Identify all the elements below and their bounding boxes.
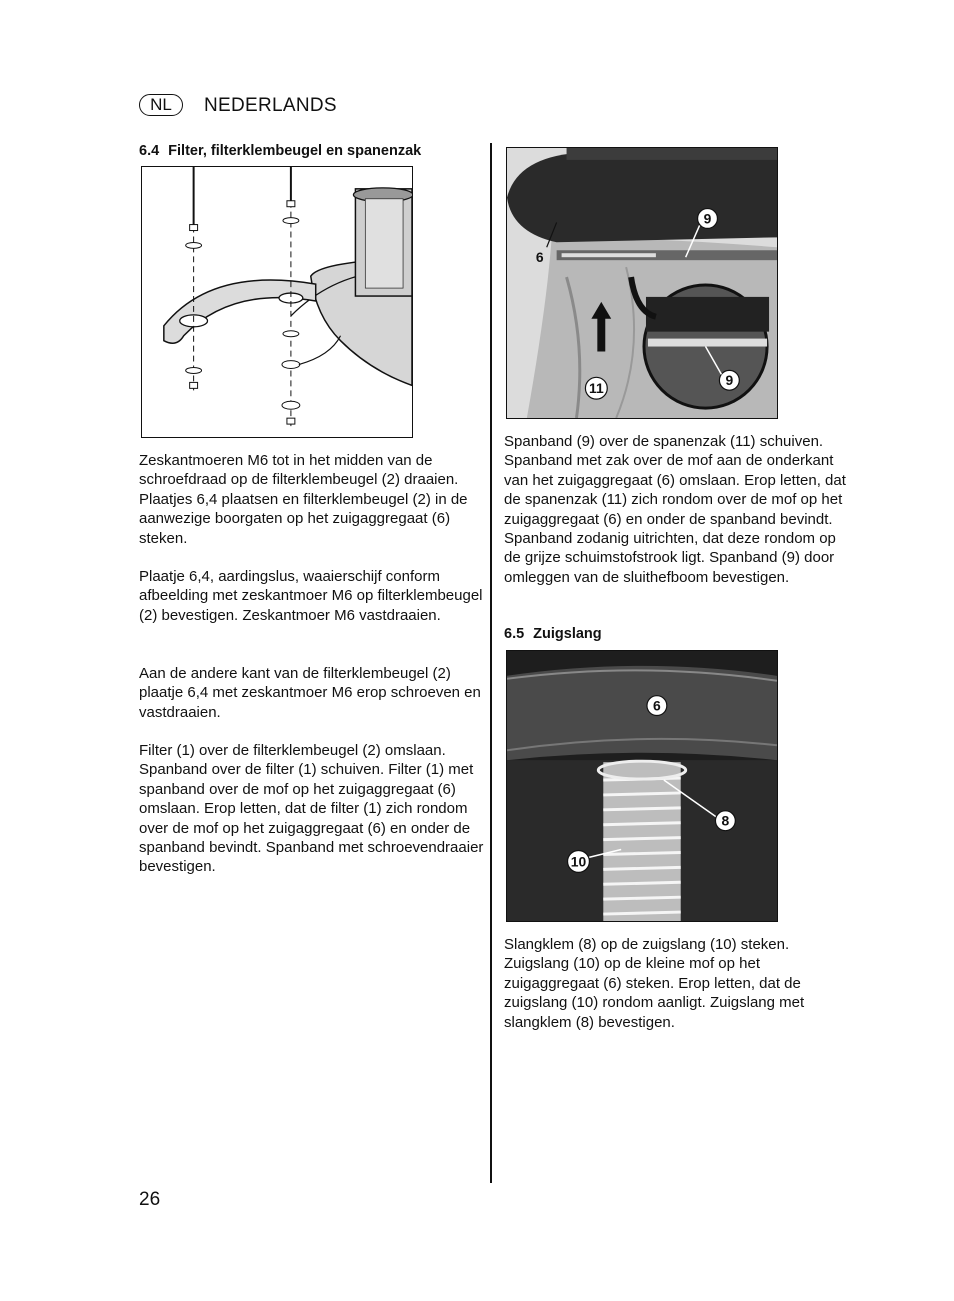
filter-bracket-drawing (141, 166, 413, 438)
section-heading-6-5 (504, 626, 602, 642)
paragraph-suction-hose: Slangklem (8) op de zuigslang (10) steken. Zuigslang (10) op de kleine mof op het zuigaggregaat (6) steken. Erop letten, dat de zuigslang (10) rondom aanligt. Zuigslang met slangklem (8) bevestigen. (504, 936, 805, 1031)
section-title: Filter, filterklembeugel en spanenzak (168, 143, 422, 159)
language-title: NEDERLANDS (204, 95, 337, 116)
suction-hose-illustration (507, 651, 777, 921)
section-number: 6.5 (504, 626, 525, 642)
paragraph-3: Aan de andere kant van de filterklembeugel (2) plaatje 6,4 met zeskantmoer M6 erop schroeven en vastdraaien. (139, 665, 481, 721)
photo-label-9-top: 9 (703, 210, 712, 227)
dust-bag-photo (506, 147, 778, 419)
dust-bag-illustration (507, 148, 777, 418)
paragraph-dust-bag: Spanband (9) over de spanenzak (11) schuiven. Spanband met zak over de mof aan de onderkant van het zuigaggregaat (6) omslaan. Erop letten, dat de spanenzak (11) zich rondom over de mof op het zuigaggregaat (6) en onder de spanband bevindt. Spanband zodanig uitrichten, dat deze rondom op de grijze schuimstofstrook ligt. Spanband (9) door omleggen van de sluithefboom bevestigen. (504, 433, 846, 586)
section-number: 6.4 (139, 143, 160, 159)
photo-label-6: 6 (535, 249, 544, 266)
column-divider (490, 143, 492, 1183)
language-badge: NL (139, 94, 183, 116)
section-heading-6-4 (139, 143, 421, 159)
photo-label-11: 11 (589, 380, 604, 397)
photo-label-9-inset: 9 (725, 372, 734, 389)
section-title: Zuigslang (533, 626, 602, 642)
paragraph-2: Plaatje 6,4, aardingslus, waaierschijf conform afbeelding met zeskantmoer M6 op filterklembeugel (2) bevestigen. Zeskantmoer M6 vastdraaien. (139, 568, 483, 624)
suction-hose-photo (506, 650, 778, 922)
photo-label-8: 8 (721, 812, 730, 829)
photo-label-6: 6 (653, 697, 661, 714)
bracket-illustration (142, 167, 412, 437)
paragraph-4: Filter (1) over de filterklembeugel (2) omslaan. Spanband over de filter (1) schuiven. Filter (1) met spanband over de mof op het zuigaggregaat (6) omslaan. Erop letten, dat de filter (1) zich rondom over de mof op het zuigaggregaat (6) en onder de spanband bevindt. Spanband met schroevendraaier bevestigen. (139, 742, 484, 876)
page-number: 26 (139, 1189, 161, 1210)
paragraph-1: Zeskantmoeren M6 tot in het midden van de schroefdraad op de filterklembeugel (2) draaien. Plaatjes 6,4 plaatsen en filterklembeugel (2) in de aanwezige boorgaten op het zuigaggregaat (6) steken. (139, 452, 468, 547)
photo-label-10: 10 (570, 853, 587, 870)
